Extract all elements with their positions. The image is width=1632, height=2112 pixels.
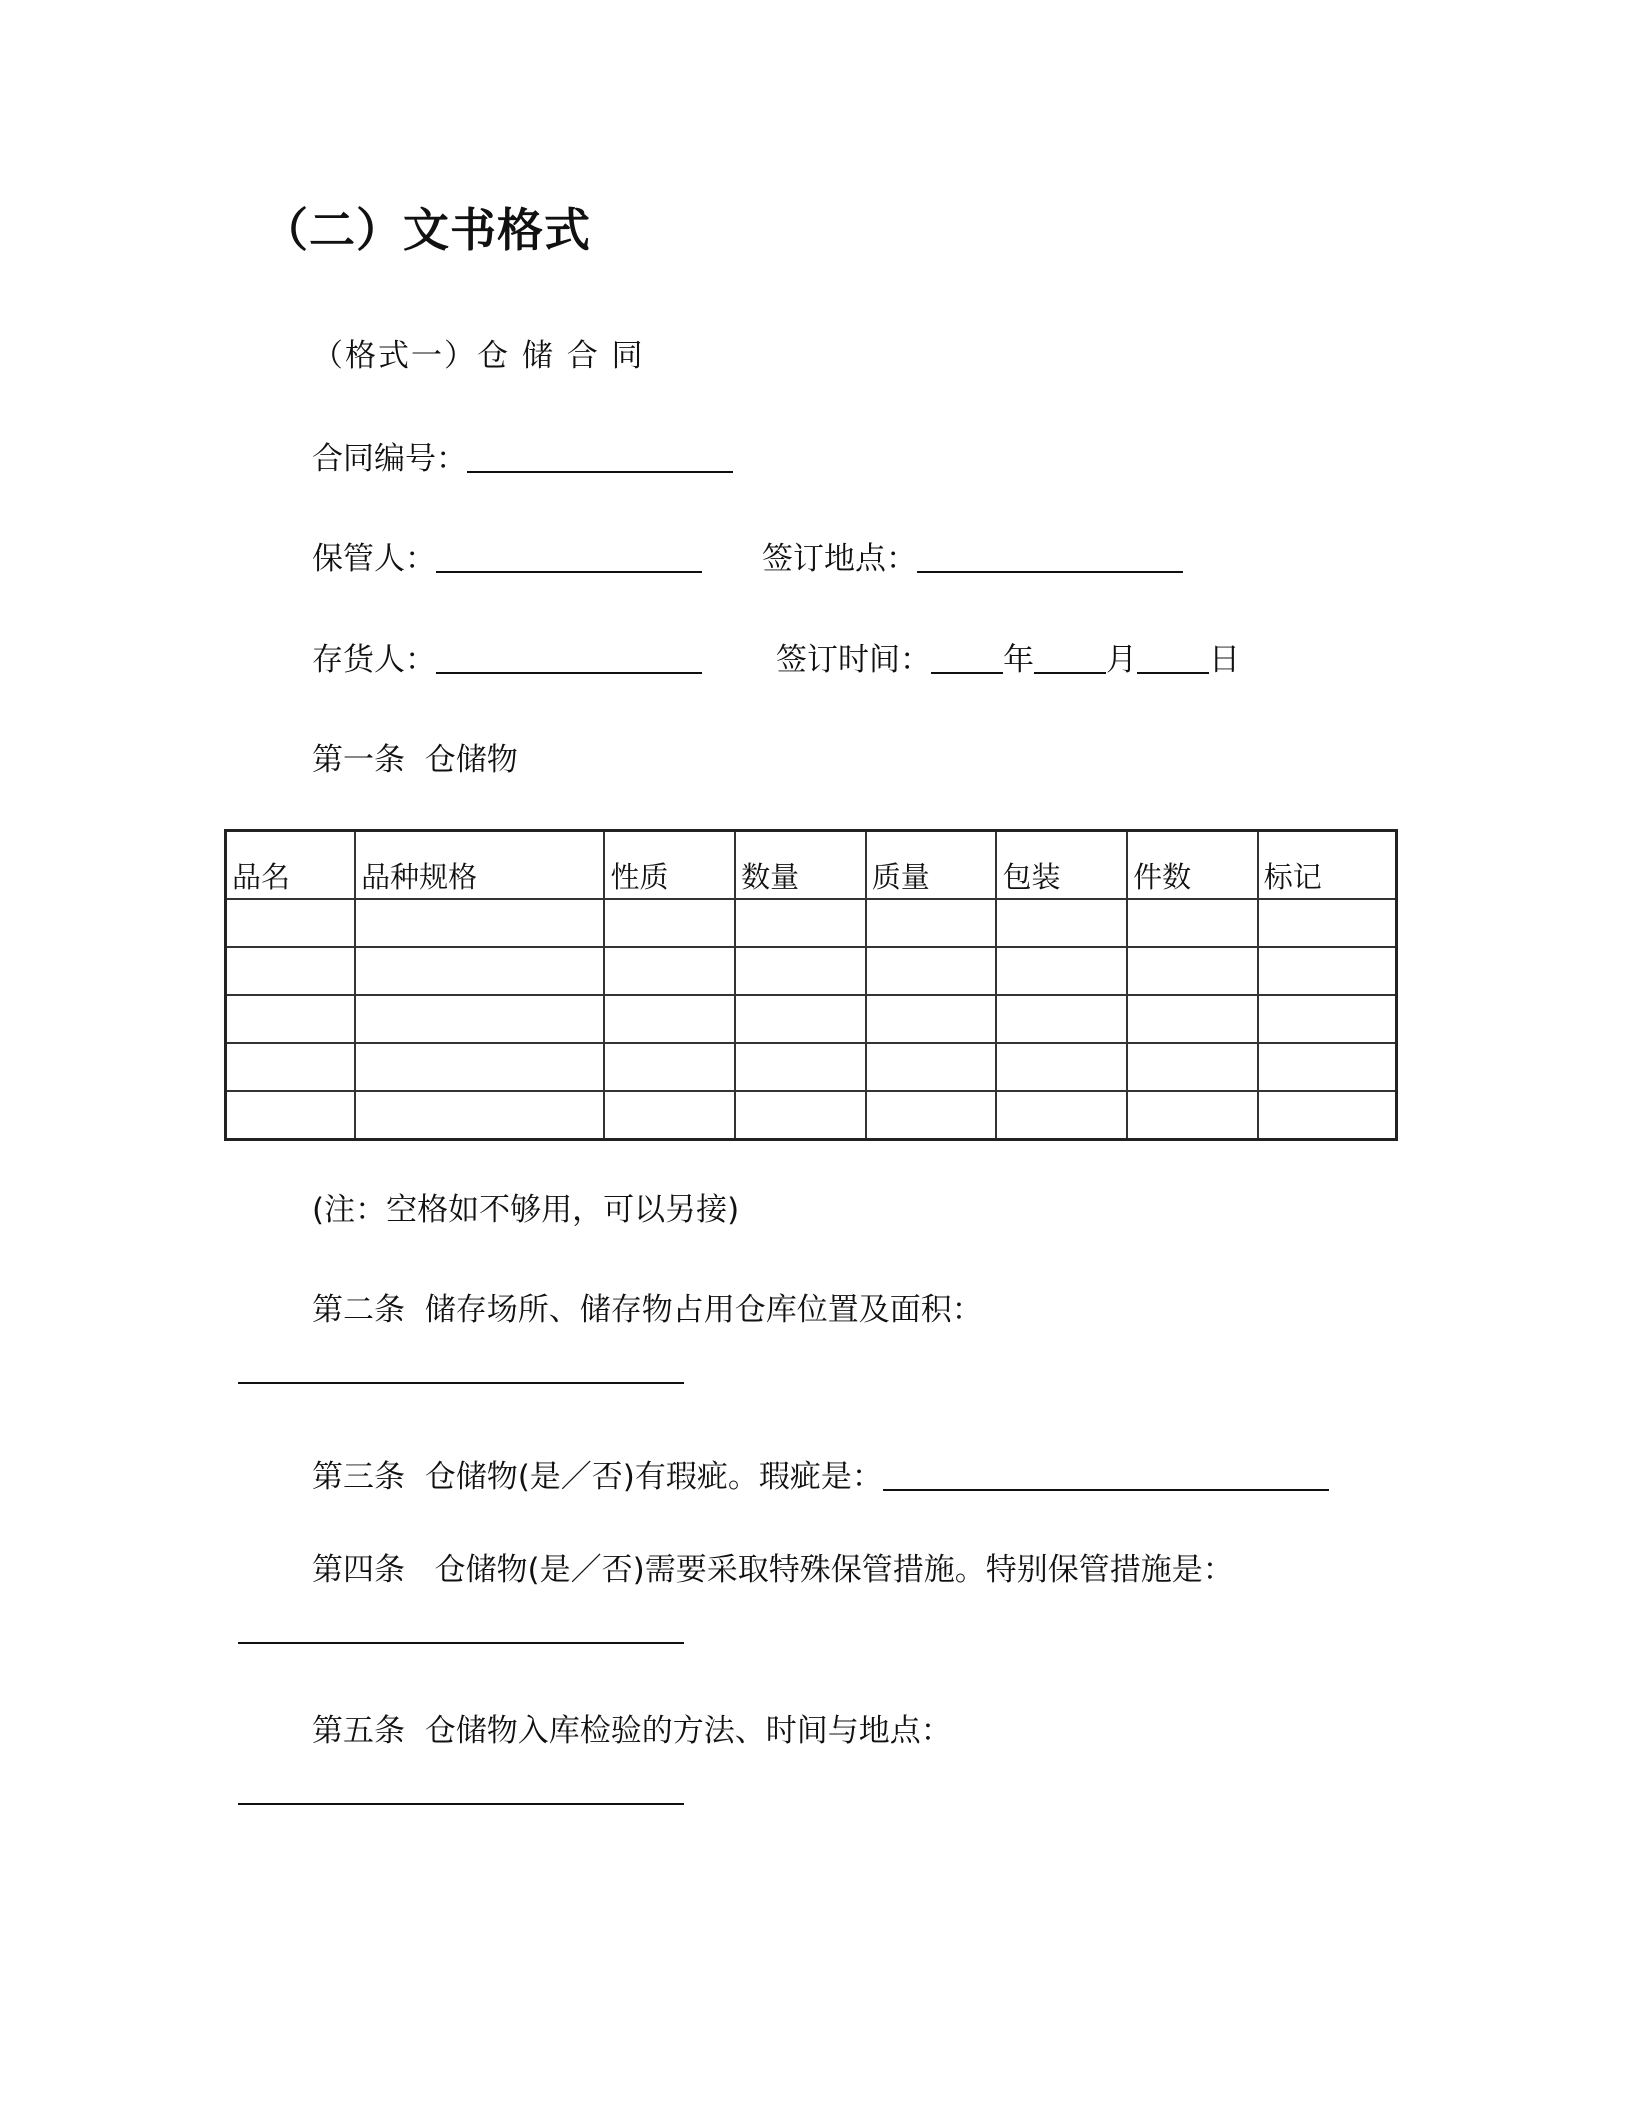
table-cell[interactable]: [1258, 1091, 1397, 1140]
table-cell[interactable]: [866, 899, 997, 947]
contract-number-label: 合同编号：: [312, 441, 467, 477]
table-cell[interactable]: [604, 947, 735, 995]
sign-place-label: 签订地点：: [762, 541, 917, 577]
table-cell[interactable]: [1127, 1091, 1258, 1140]
table-cell[interactable]: [355, 1091, 604, 1140]
keeper-line: [312, 533, 702, 578]
table-cell[interactable]: [1258, 1043, 1397, 1091]
depositor-line: [312, 634, 702, 679]
table-cell[interactable]: [355, 1043, 604, 1091]
table-cell[interactable]: [735, 995, 866, 1043]
table-cell[interactable]: [866, 1043, 997, 1091]
contract-number-blank[interactable]: [467, 471, 733, 473]
table-row: [226, 995, 1397, 1043]
table-cell[interactable]: [604, 899, 735, 947]
table-cell[interactable]: [355, 899, 604, 947]
depositor-label: 存货人：: [312, 642, 436, 678]
day-blank[interactable]: [1137, 672, 1209, 674]
contract-title: （格式一）仓 储 合 同: [312, 338, 645, 374]
table-cell[interactable]: [996, 899, 1127, 947]
article-1: 第一条 仓储物: [312, 742, 518, 778]
col-header-quantity: 数量: [735, 831, 866, 900]
sign-place-blank[interactable]: [917, 571, 1183, 573]
table-cell[interactable]: [355, 995, 604, 1043]
depositor-blank[interactable]: [436, 672, 702, 674]
article-5: 第五条 仓储物入库检验的方法、时间与地点：: [312, 1713, 952, 1749]
col-header-packaging: 包装: [996, 831, 1127, 900]
article-5-blank[interactable]: [238, 1803, 684, 1805]
table-cell[interactable]: [735, 899, 866, 947]
article-3-line: [312, 1451, 1329, 1496]
table-cell[interactable]: [604, 1091, 735, 1140]
keeper-blank[interactable]: [436, 571, 702, 573]
table-row: [226, 1043, 1397, 1091]
year-blank[interactable]: [931, 672, 1003, 674]
table-cell[interactable]: [1127, 995, 1258, 1043]
table-cell[interactable]: [866, 947, 997, 995]
table-cell[interactable]: [1127, 899, 1258, 947]
col-header-mark: 标记: [1258, 831, 1397, 900]
table-cell[interactable]: [735, 1043, 866, 1091]
article-2: 第二条 储存场所、储存物占用仓库位置及面积：: [312, 1292, 983, 1328]
contract-number-line: [312, 433, 733, 478]
col-header-nature: 性质: [604, 831, 735, 900]
year-label: 年: [1003, 642, 1034, 678]
table-cell[interactable]: [226, 995, 356, 1043]
col-header-quality: 质量: [866, 831, 997, 900]
sign-time-line: [776, 634, 1240, 679]
table-cell[interactable]: [1258, 995, 1397, 1043]
table-cell[interactable]: [996, 1091, 1127, 1140]
table-cell[interactable]: [866, 995, 997, 1043]
table-cell[interactable]: [996, 995, 1127, 1043]
keeper-label: 保管人：: [312, 541, 436, 577]
sign-time-label: 签订时间：: [776, 642, 931, 678]
table-cell[interactable]: [1127, 1043, 1258, 1091]
article-4-blank[interactable]: [238, 1642, 684, 1644]
month-blank[interactable]: [1034, 672, 1106, 674]
table-cell[interactable]: [226, 899, 356, 947]
table-cell[interactable]: [1127, 947, 1258, 995]
table-row: [226, 899, 1397, 947]
table-row: [226, 947, 1397, 995]
col-header-spec: 品种规格: [355, 831, 604, 900]
col-header-pieces: 件数: [1127, 831, 1258, 900]
table-cell[interactable]: [1258, 947, 1397, 995]
table-cell[interactable]: [1258, 899, 1397, 947]
month-label: 月: [1106, 642, 1137, 678]
article-4: 第四条 仓储物(是／否)需要采取特殊保管措施。特别保管措施是：: [312, 1552, 1234, 1588]
table-row: [226, 1091, 1397, 1140]
table-note: (注：空格如不够用，可以另接): [312, 1192, 740, 1228]
table-cell[interactable]: [226, 1043, 356, 1091]
table-cell[interactable]: [735, 947, 866, 995]
table-cell[interactable]: [996, 947, 1127, 995]
table-cell[interactable]: [604, 995, 735, 1043]
table-cell[interactable]: [866, 1091, 997, 1140]
table-header-row: [226, 831, 1397, 900]
table-cell[interactable]: [604, 1043, 735, 1091]
article-3-blank[interactable]: [883, 1489, 1329, 1491]
col-header-name: 品名: [226, 831, 356, 900]
table-cell[interactable]: [226, 1091, 356, 1140]
table-cell[interactable]: [355, 947, 604, 995]
table-cell[interactable]: [996, 1043, 1127, 1091]
article-3: 第三条 仓储物(是／否)有瑕疵。瑕疵是：: [312, 1459, 883, 1495]
day-label: 日: [1209, 642, 1240, 678]
table-cell[interactable]: [735, 1091, 866, 1140]
storage-goods-table: [224, 829, 1398, 1141]
article-2-blank[interactable]: [238, 1382, 684, 1384]
table-cell[interactable]: [226, 947, 356, 995]
sign-place-line: [762, 533, 1183, 578]
section-heading: （二）文书格式: [262, 203, 591, 257]
